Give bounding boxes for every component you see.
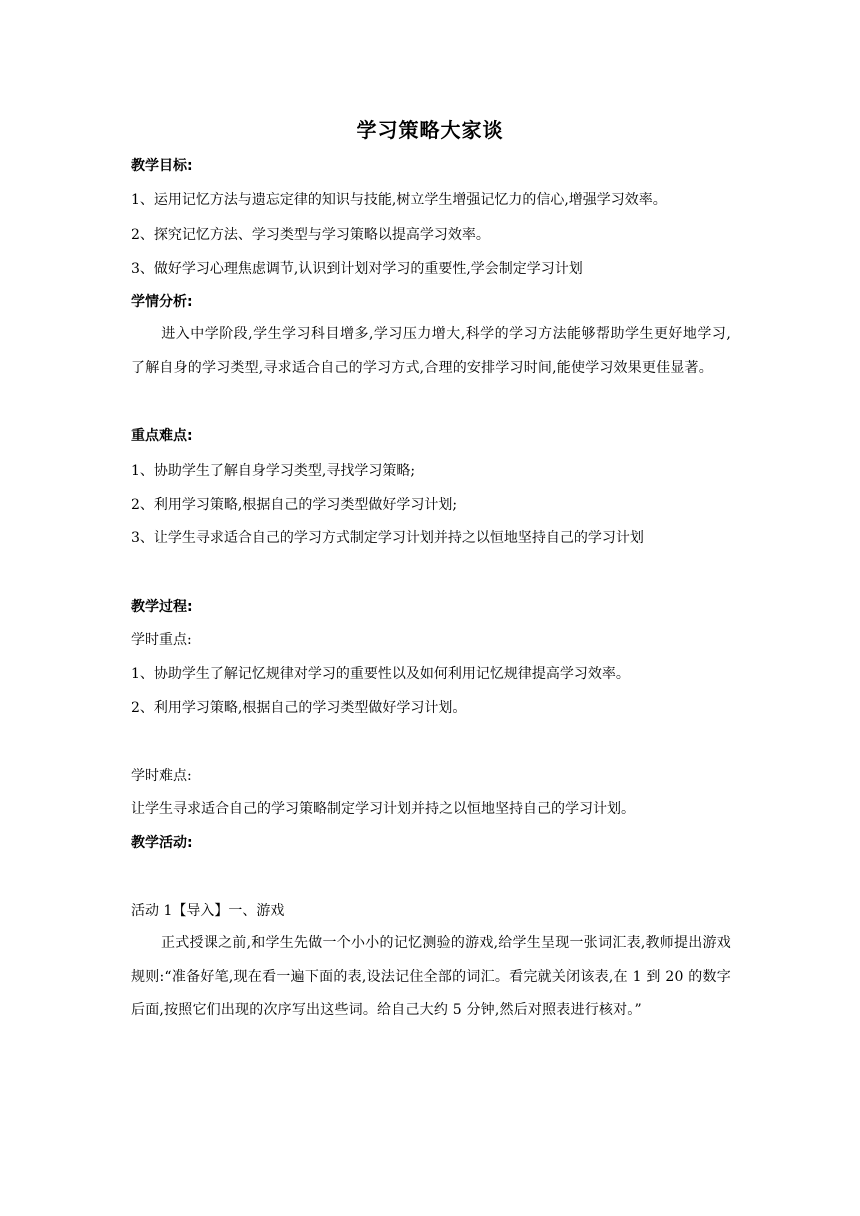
key-point-item-3: 3、让学生寻求适合自己的学习方式制定学习计划并持之以恒地坚持自己的学习计划 [131,530,644,546]
difficulty-label: 学时难点: [131,768,192,784]
process-heading: 教学过程: [131,599,193,615]
activity-1-title: 活动 1【导入】一、游戏 [131,903,285,919]
key-points-heading: 重点难点: [131,428,193,444]
focus-label: 学时重点: [131,632,192,648]
difficulty-text: 让学生寻求适合自己的学习策略制定学习计划并持之以恒地坚持自己的学习计划。 [131,801,635,817]
key-point-item-2: 2、利用学习策略,根据自己的学习类型做好学习计划; [131,497,458,513]
focus-item-2: 2、利用学习策略,根据自己的学习类型做好学习计划。 [131,700,467,716]
focus-item-1: 1、协助学生了解记忆规律对学习的重要性以及如何利用记忆规律提高学习效率。 [131,666,630,682]
key-point-item-1: 1、协助学生了解自身学习类型,寻找学习策略; [131,463,416,479]
goal-item-2: 2、探究记忆方法、学习类型与学习策略以提高学习效率。 [131,227,490,243]
document-title: 学习策略大家谈 [356,118,504,142]
activity-1-paragraph-text: 正式授课之前,和学生先做一个小小的记忆测验的游戏,给学生呈现一张词汇表,教师提出游戏规则:“准备好笔,现在看一遍下面的表,设法记住全部的词汇。看完就关闭该表,在 1 到 20 的数字后面,按照它们出现的次序写出这些词。给自己大约 5 分钟,然后对照表进行核对。” [131,935,731,1018]
analysis-heading: 学情分析: [131,294,193,310]
activities-heading: 教学活动: [131,835,193,851]
analysis-paragraph-text: 进入中学阶段,学生学习科目增多,学习压力增大,科学的学习方法能够帮助学生更好地学习,了解自身的学习类型,寻求适合自己的学习方式,合理的安排学习时间,能使学习效果更佳显著。 [131,326,731,376]
activity-1-paragraph [131,927,731,1028]
analysis-paragraph [131,318,731,385]
goals-heading: 教学目标: [131,158,193,174]
goal-item-1: 1、运用记忆方法与遗忘定律的知识与技能,树立学生增强记忆力的信心,增强学习效率。 [131,192,667,208]
goal-item-3: 3、做好学习心理焦虑调节,认识到计划对学习的重要性,学会制定学习计划 [131,261,583,277]
